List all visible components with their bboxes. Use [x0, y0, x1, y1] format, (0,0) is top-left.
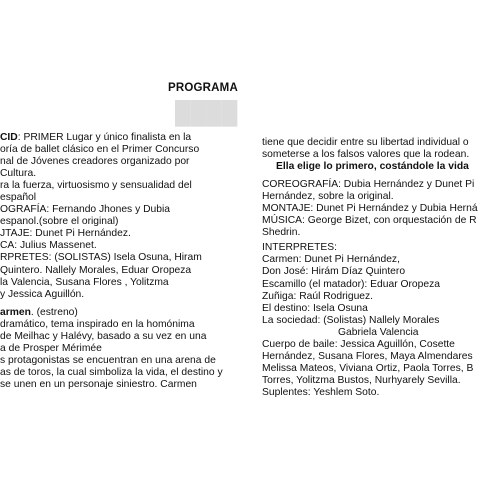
text-line: nal de Jóvenes creadores organizado por — [0, 156, 190, 168]
credit-line: Hernández, sobre la original. — [262, 191, 394, 203]
credit-line: MÚSICA: George Bizet, con orquestación de R — [262, 215, 477, 227]
credit-line: MONTAJE: Dunet Pi Hernández y Dubia Herná — [262, 203, 478, 215]
cast-line: Torres, Yolitzma Bustos, Nurhyarely Sevilla. — [262, 374, 461, 386]
motto-line: Ella elige lo primero, costándole la vida — [276, 161, 469, 173]
bleed-through-ghost: ████ — [175, 100, 238, 125]
credit-line: Shedrin. — [262, 227, 301, 239]
text-line: a de Prosper Mérimée — [0, 342, 102, 354]
carmen-heading: armen. (estreno) — [0, 306, 78, 318]
text-line: dramático, tema inspirado en la homónima — [0, 318, 195, 330]
intro-line: CID: PRIMER Lugar y único finalista en la — [0, 132, 192, 143]
cast-line: Zuñiga: Raúl Rodriguez. — [262, 290, 374, 302]
text-line: se unen en un personaje siniestro. Carmen — [0, 378, 197, 390]
credit-line: COREOGRAFÍA: Dubia Hernández y Dunet Pi — [262, 179, 475, 191]
cast-line: Suplentes: Yeshlem Soto. — [262, 386, 380, 398]
text-line: de Meilhac y Halévy, basado a su vez en una — [0, 330, 207, 342]
cast-line: Escamillo (el matador): Eduar Oropeza — [262, 278, 440, 290]
text-line: RPRETES: (SOLISTAS) Isela Osuna, Hiram — [0, 252, 202, 264]
text-line: tiene que decidir entre su libertad individual o — [262, 137, 469, 148]
text-line: la Valencia, Susana Flores , Yolitzma — [0, 276, 169, 288]
text-line: as de toros, la cual simboliza la vida, el destino y — [0, 366, 223, 378]
cast-line: Hernández, Susana Flores, Maya Almendares — [262, 350, 473, 362]
cast-line: Carmen: Dunet Pi Hernández, — [262, 254, 400, 266]
right-column — [262, 137, 500, 399]
text-line: español — [0, 192, 37, 204]
cast-line: El destino: Isela Osuna — [262, 302, 368, 314]
cast-line: Don José: Hirám Díaz Quintero — [262, 266, 406, 278]
cast-line: Melissa Mateos, Viviana Ortiz, Paola Torres, B — [262, 362, 474, 374]
page-title: PROGRAMA — [168, 82, 238, 94]
text-line: s protagonistas se encuentran en una arena de — [0, 354, 216, 366]
text-line: someterse a los falsos valores que la rodean. — [262, 149, 470, 161]
text-line: Quintero. Nallely Morales, Eduar Oropeza — [0, 264, 192, 276]
text-line: ra la fuerza, virtuosismo y sensualidad del — [0, 180, 192, 192]
cast-line: Gabriela Valencia — [338, 326, 419, 338]
cast-line: Cuerpo de baile: Jessica Aguillón, Cosette — [262, 338, 455, 350]
text-line: Cultura. — [0, 168, 37, 180]
cast-line: INTERPRETES: — [262, 242, 337, 254]
text-line: JTAJE: Dunet Pi Hernández. — [0, 228, 131, 240]
text-line: oría de ballet clásico en el Primer Concurso — [0, 144, 200, 156]
cast-line: La sociedad: (Solistas) Nallely Morales — [262, 314, 440, 326]
text-line: espanol.(sobre el original) — [0, 216, 119, 228]
text-line: y Jessica Aguillón. — [0, 288, 85, 300]
left-column — [0, 132, 250, 391]
text-line: OGRAFÍA: Fernando Jhones y Dubia — [0, 204, 170, 216]
text-line: CA: Julius Massenet. — [0, 240, 97, 252]
